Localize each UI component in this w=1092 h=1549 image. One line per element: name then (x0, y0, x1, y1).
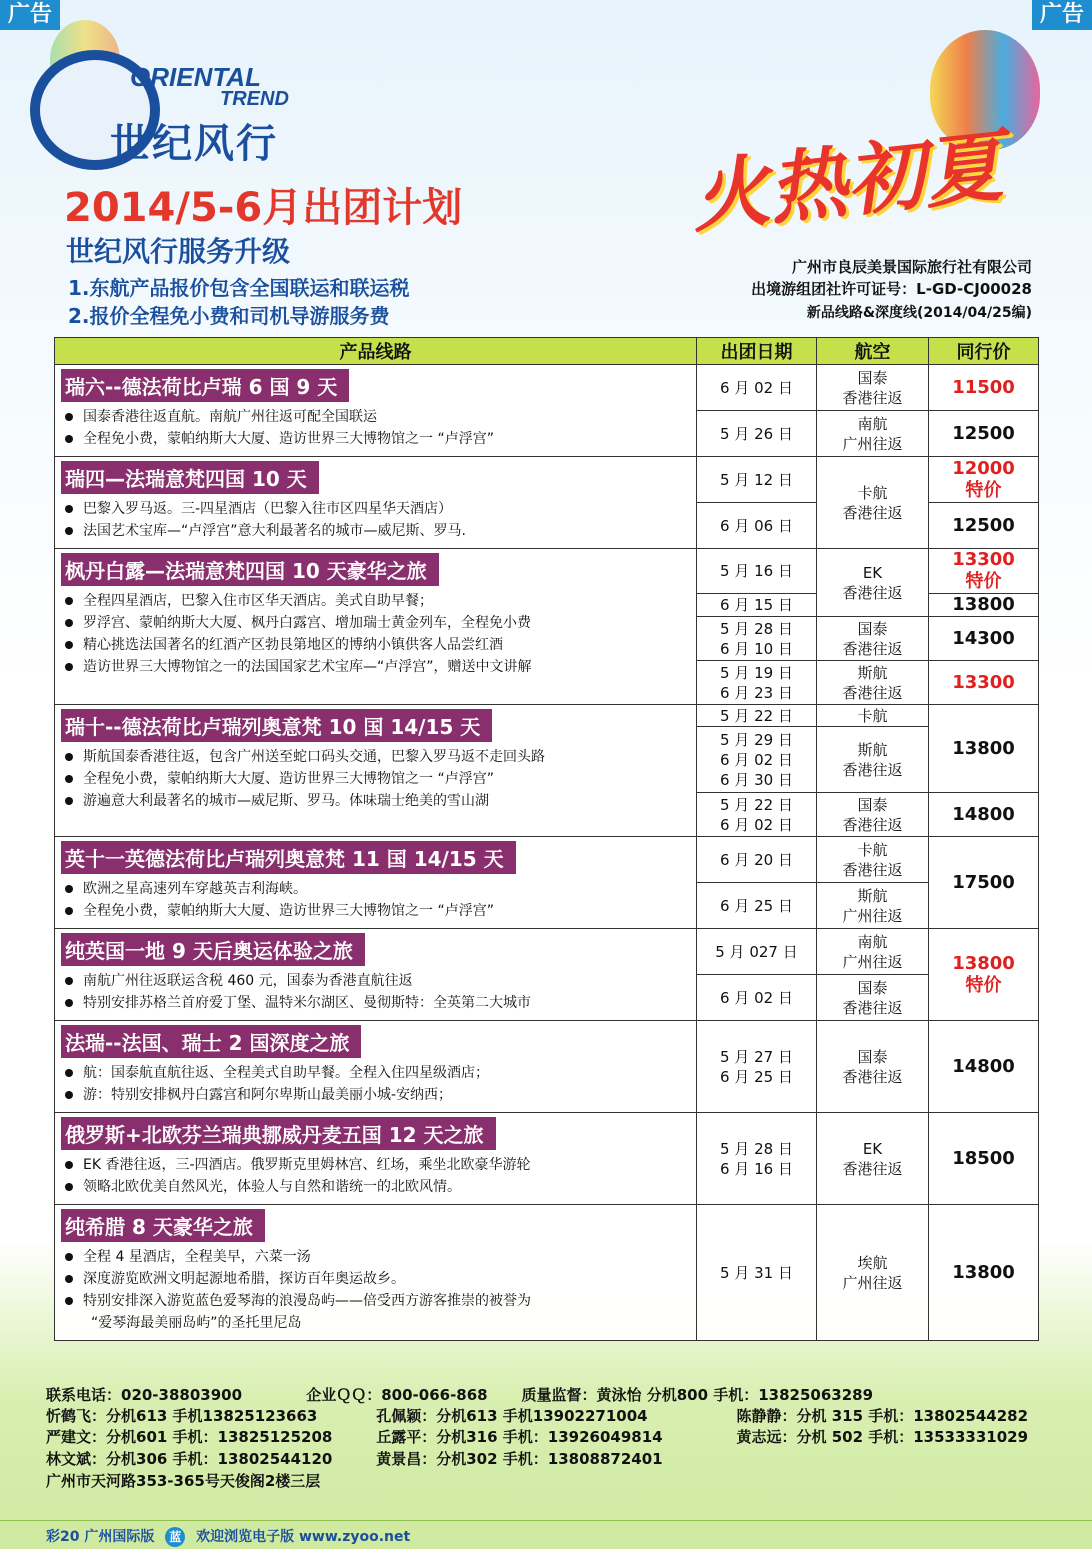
airline-cell (817, 727, 929, 793)
date-cell (697, 975, 817, 1021)
route-cell (55, 929, 697, 1021)
date-cell (697, 705, 817, 727)
price-cell (929, 1205, 1039, 1341)
price-cell (929, 1021, 1039, 1113)
company-logo (30, 50, 330, 170)
contact-phone: 联系电话：020-38803900 (46, 1386, 243, 1404)
airline-cell (817, 883, 929, 929)
route-title: 瑞六--德法荷比卢瑞 6 国 9 天 (61, 369, 349, 402)
airline-text: 国泰 (857, 795, 888, 814)
airline-cell (817, 1021, 929, 1113)
table-header-row (55, 338, 1039, 365)
date-cell (697, 793, 817, 837)
contact-person: 林文斌：分机306 手机：13802544120 (46, 1450, 333, 1468)
bullet-dot-icon (65, 775, 73, 783)
route-bullet (61, 970, 690, 992)
route-cell (55, 457, 697, 549)
price-value: 17500 (952, 871, 1015, 893)
contact-row-3 (46, 1426, 1028, 1447)
price-cell (929, 929, 1039, 1021)
table-row (55, 1113, 1039, 1205)
route-bullet (61, 790, 690, 812)
airline-text: 广州往返 (842, 434, 903, 453)
bullet-dot-icon (65, 413, 73, 421)
contact-address: 广州市天河路353-365号天俊阁2楼三层 (46, 1472, 321, 1490)
price-value: 12000 (952, 457, 1015, 479)
airline-text: 埃航 (857, 1253, 888, 1272)
bullet-dot-icon (65, 1275, 73, 1283)
date-cell (697, 549, 817, 594)
airline-text: EK (862, 1139, 883, 1158)
tour-plan-table (54, 337, 1039, 1341)
contact-person: 严建文：分机601 手机：13825125208 (46, 1428, 333, 1446)
table-row (55, 365, 1039, 411)
contact-row-4 (46, 1448, 663, 1469)
price-cell (929, 365, 1039, 411)
date-cell (697, 411, 817, 457)
bullet-dot-icon (65, 753, 73, 761)
bullet-text: 全程免小费，蒙帕纳斯大大厦、造访世界三大博物馆之一 “卢浮宫” (83, 431, 494, 447)
price-cell (929, 503, 1039, 549)
contact-person: 黄志远：分机 502 手机：13533331029 (736, 1428, 1029, 1446)
airline-text: 国泰 (857, 368, 888, 387)
route-bullet (61, 590, 690, 612)
airline-text: EK (862, 563, 883, 582)
departure-date: 5 月 027 日 (715, 942, 798, 961)
date-cell (697, 929, 817, 975)
departure-date: 6 月 06 日 (720, 516, 793, 535)
price-value: 特价 (965, 571, 1002, 592)
main-title: 2014/5-6月出团计划 (64, 185, 463, 231)
bullet-dot-icon (65, 527, 73, 535)
route-title: 法瑞--法国、瑞士 2 国深度之旅 (61, 1025, 361, 1058)
departure-date: 6 月 15 日 (720, 596, 793, 614)
date-cell (697, 617, 817, 661)
route-bullet (61, 406, 690, 428)
contact-qq: 企业ＱＱ：800-066-868 (306, 1386, 488, 1404)
bullet-dot-icon (65, 907, 73, 915)
route-title: 瑞十--德法荷比卢瑞列奥意梵 10 国 14/15 天 (61, 709, 492, 742)
route-bullet (61, 1062, 690, 1084)
price-cell (929, 549, 1039, 594)
airline-text: 广州往返 (842, 906, 903, 925)
date-cell (697, 883, 817, 929)
bullet-text: 斯航国泰香港往返，包含广州送至蛇口码头交通，巴黎入罗马返不走回头路 (83, 749, 545, 765)
route-title: 俄罗斯+北欧芬兰瑞典挪威丹麦五国 12 天之旅 (61, 1117, 496, 1150)
airline-text: 国泰 (857, 619, 888, 638)
price-value: 13800 (952, 952, 1015, 974)
header-route: 产品线路 (55, 338, 697, 365)
departure-date: 6 月 02 日 (720, 378, 793, 397)
route-bullet (61, 656, 690, 678)
bullet-text: 全程四星酒店，巴黎入住市区华天酒店。美式自助早餐； (83, 593, 433, 609)
airline-text: 卡航 (857, 840, 888, 859)
header-airline: 航空 (817, 338, 929, 365)
price-cell (929, 617, 1039, 661)
bullet-text: 游：特别安排枫丹白露宫和阿尔卑斯山最美丽小城-安纳西； (83, 1087, 453, 1103)
price-value: 12500 (952, 422, 1015, 444)
bullet-dot-icon (65, 1069, 73, 1077)
departure-date: 6 月 20 日 (720, 850, 793, 869)
departure-date: 6 月 25 日 (720, 896, 793, 915)
price-cell (929, 837, 1039, 929)
departure-date: 6 月 02 日 (720, 988, 793, 1007)
departure-date: 6 月 25 日 (720, 1067, 793, 1086)
airline-text: 香港往返 (842, 760, 903, 779)
bullet-text: EK 香港往返，三-四酒店。俄罗斯克里姆林宫、红场，乘坐北欧豪华游轮 (83, 1157, 531, 1173)
bullet-dot-icon (65, 977, 73, 985)
route-bullet (61, 612, 690, 634)
route-title: 瑞四—法瑞意梵四国 10 天 (61, 461, 319, 494)
date-cell (697, 661, 817, 705)
departure-date: 5 月 28 日 (720, 619, 793, 638)
date-cell (697, 1205, 817, 1341)
bullet-text: 精心挑选法国著名的红酒产区勃艮第地区的博纳小镇供客人品尝红酒 (83, 637, 503, 653)
route-cell (55, 705, 697, 837)
departure-date: 6 月 10 日 (720, 639, 793, 658)
airline-text: 广州往返 (842, 952, 903, 971)
contact-row-2 (46, 1405, 1028, 1426)
departure-date: 5 月 19 日 (720, 663, 793, 682)
agency-name: 广州市良辰美景国际旅行社有限公司 (791, 258, 1032, 276)
departure-date: 6 月 02 日 (720, 750, 793, 769)
departure-date: 5 月 16 日 (720, 562, 793, 580)
contact-person: 丘露平：分机316 手机：13926049814 (376, 1428, 663, 1446)
departure-date: 5 月 28 日 (720, 1139, 793, 1158)
route-bullet-continuation: “爱琴海最美丽岛屿”的圣托里尼岛 (91, 1315, 302, 1331)
price-value: 18500 (952, 1147, 1015, 1169)
airline-cell (817, 705, 929, 727)
bullet-dot-icon (65, 597, 73, 605)
route-bullet (61, 1084, 690, 1106)
bullet-dot-icon (65, 663, 73, 671)
airline-cell (817, 1113, 929, 1205)
footer-page: 彩20 广州国际版 (46, 1529, 155, 1545)
price-cell (929, 411, 1039, 457)
airline-cell (817, 365, 929, 411)
airline-text: 国泰 (857, 1047, 888, 1066)
bullet-dot-icon (65, 435, 73, 443)
airline-text: 香港往返 (842, 503, 903, 522)
airline-text: 广州往返 (842, 1273, 903, 1292)
table-row (55, 837, 1039, 883)
bullet-text: 特别安排苏格兰首府爱丁堡、温特米尔湖区、曼彻斯特：全英第二大城市 (83, 995, 531, 1011)
route-cell (55, 549, 697, 705)
bullet-dot-icon (65, 619, 73, 627)
price-value: 14300 (952, 627, 1015, 649)
bullet-dot-icon (65, 1297, 73, 1305)
header-date: 出团日期 (697, 338, 817, 365)
route-title: 枫丹白露—法瑞意梵四国 10 天豪华之旅 (61, 553, 439, 586)
contact-person: 孔佩颖：分机613 手机13902271004 (376, 1407, 648, 1425)
airline-cell (817, 929, 929, 975)
logo-chinese: 世纪风行 (110, 121, 278, 167)
table-row (55, 549, 1039, 594)
date-cell (697, 1021, 817, 1113)
bullet-dot-icon (65, 1091, 73, 1099)
table-body (55, 365, 1039, 1341)
bullet-dot-icon (65, 999, 73, 1007)
route-bullet (61, 498, 690, 520)
route-bullet (61, 1176, 690, 1198)
price-value: 14800 (952, 803, 1015, 825)
bullet-dot-icon (65, 885, 73, 893)
price-cell (929, 457, 1039, 503)
departure-date: 5 月 12 日 (720, 470, 793, 489)
route-cell (55, 365, 697, 457)
airline-text: 国泰 (857, 978, 888, 997)
airline-text: 南航 (857, 414, 888, 433)
airline-cell (817, 457, 929, 549)
bullet-dot-icon (65, 1253, 73, 1261)
route-title: 英十一英德法荷比卢瑞列奥意梵 11 国 14/15 天 (61, 841, 516, 874)
price-value: 12500 (952, 514, 1015, 536)
airline-text: 卡航 (857, 706, 888, 725)
airline-cell (817, 975, 929, 1021)
bullet-text: 航：国泰航直航往返、全程美式自助早餐。全程入住四星级酒店； (83, 1065, 489, 1081)
date-cell (697, 837, 817, 883)
footer-link[interactable]: 欢迎浏览电子版 www.zyoo.net (196, 1529, 411, 1545)
bullet-text: 全程免小费，蒙帕纳斯大大厦、造访世界三大博物馆之一 “卢浮宫” (83, 771, 494, 787)
departure-date: 6 月 16 日 (720, 1159, 793, 1178)
date-cell (697, 503, 817, 549)
contact-person: 忻鹤飞：分机613 手机13825123663 (46, 1407, 318, 1425)
table-row (55, 929, 1039, 975)
bullet-dot-icon (65, 505, 73, 513)
airline-text: 卡航 (857, 483, 888, 502)
departure-date: 5 月 26 日 (720, 424, 793, 443)
route-title: 纯希腊 8 天豪华之旅 (61, 1209, 265, 1242)
price-value: 特价 (965, 479, 1002, 501)
contact-row-5 (46, 1470, 320, 1491)
price-cell (929, 594, 1039, 617)
bullet-text: 巴黎入罗马返。三-四星酒店（巴黎入往市区四星华天酒店） (83, 501, 453, 517)
price-value: 11500 (952, 376, 1015, 398)
departure-date: 5 月 27 日 (720, 1047, 793, 1066)
airline-cell (817, 1205, 929, 1341)
price-value: 特价 (965, 974, 1002, 996)
price-value: 13800 (952, 1261, 1015, 1283)
airline-text: 斯航 (857, 663, 888, 682)
airline-cell (817, 837, 929, 883)
route-bullet (61, 428, 690, 450)
departure-date: 5 月 22 日 (720, 706, 793, 725)
bullet-text: 领略北欧优美自然风光，体验人与自然和谐统一的北欧风情。 (83, 1179, 461, 1195)
airline-text: 香港往返 (842, 1159, 903, 1178)
contact-person: 黄景昌：分机302 手机：13808872401 (376, 1450, 663, 1468)
airline-text: 香港往返 (842, 815, 903, 834)
airline-text: 斯航 (857, 886, 888, 905)
route-bullet (61, 520, 690, 542)
airline-text: 香港往返 (842, 683, 903, 702)
bullet-dot-icon (65, 1183, 73, 1191)
date-cell (697, 727, 817, 793)
route-cell (55, 837, 697, 929)
table-row (55, 1205, 1039, 1341)
bullet-text: 南航广州往返联运含税 460 元，国泰为香港直航往返 (83, 973, 413, 989)
airline-cell (817, 549, 929, 617)
logo-english-line2: TREND (220, 88, 289, 110)
ad-label-left: 广告 (0, 0, 60, 30)
bullet-text: 特别安排深入游览蓝色爱琴海的浪漫岛屿——倍受西方游客推崇的被誉为 (83, 1293, 531, 1309)
airline-text: 香港往返 (842, 860, 903, 879)
price-cell (929, 661, 1039, 705)
price-value: 13300 (952, 671, 1015, 693)
table-row (55, 457, 1039, 503)
price-value: 13800 (952, 594, 1015, 615)
airline-cell (817, 793, 929, 837)
departure-date: 5 月 31 日 (720, 1263, 793, 1282)
route-cell (55, 1205, 697, 1341)
departure-date: 5 月 22 日 (720, 795, 793, 814)
date-cell (697, 457, 817, 503)
airline-text: 香港往返 (842, 583, 903, 602)
bullet-text: 全程免小费，蒙帕纳斯大大厦、造访世界三大博物馆之一 “卢浮宫” (83, 903, 494, 919)
price-cell (929, 705, 1039, 793)
airline-text: 南航 (857, 932, 888, 951)
price-value: 13800 (952, 737, 1015, 759)
airline-text: 斯航 (857, 740, 888, 759)
route-bullet (61, 634, 690, 656)
airline-text: 香港往返 (842, 998, 903, 1017)
route-cell (55, 1021, 697, 1113)
header-price: 同行价 (929, 338, 1039, 365)
route-title: 纯英国一地 9 天后奥运体验之旅 (61, 933, 365, 966)
agency-license: 出境游组团社许可证号：L-GD-CJ00028 (751, 280, 1032, 298)
airline-cell (817, 617, 929, 661)
route-bullet (61, 900, 690, 922)
departure-date: 6 月 23 日 (720, 683, 793, 702)
table-row (55, 705, 1039, 727)
departure-date: 6 月 02 日 (720, 815, 793, 834)
price-value: 14800 (952, 1055, 1015, 1077)
edition-note: 新品线路&深度线(2014/04/25编) (806, 305, 1032, 321)
route-bullet (61, 878, 690, 900)
route-bullet (61, 746, 690, 768)
route-bullet (61, 1268, 690, 1290)
price-cell (929, 793, 1039, 837)
airline-text: 香港往返 (842, 639, 903, 658)
route-bullet (61, 1290, 690, 1312)
service-note-1: 1.东航产品报价包含全国联运和联运税 (68, 276, 410, 300)
contact-person: 陈静静：分机 315 手机：13802544282 (736, 1407, 1029, 1425)
logo-english-line1: ORIENTAL (130, 62, 261, 92)
bullet-text: 深度游览欧洲文明起源地希腊，探访百年奥运故乡。 (83, 1271, 405, 1287)
contact-row-1 (46, 1384, 873, 1405)
date-cell (697, 1113, 817, 1205)
bullet-text: 国泰香港往返直航。南航广州往返可配全国联运 (83, 409, 377, 425)
contact-quality-supervisor: 质量监督：黄泳怡 分机800 手机：13825063289 (521, 1386, 874, 1404)
route-bullet (61, 1154, 690, 1176)
airline-text: 香港往返 (842, 388, 903, 407)
bullet-text: 全程 4 星酒店，全程美早，六菜一汤 (83, 1249, 311, 1265)
bullet-text: 游遍意大利最著名的城市—威尼斯、罗马。体味瑞士绝美的雪山湖 (83, 793, 489, 809)
airline-cell (817, 411, 929, 457)
route-cell (55, 1113, 697, 1205)
date-cell (697, 365, 817, 411)
bullet-text: 欧洲之星高速列车穿越英吉利海峡。 (83, 881, 307, 897)
price-value: 13300 (952, 549, 1015, 570)
bullet-dot-icon (65, 1161, 73, 1169)
service-note-2: 2.报价全程免小费和司机导游服务费 (68, 304, 390, 328)
route-bullet (61, 768, 690, 790)
slogan: 火热初夏 (686, 121, 1007, 245)
footer-divider (0, 1520, 1092, 1521)
bullet-dot-icon (65, 641, 73, 649)
route-bullet (61, 992, 690, 1014)
sub-title: 世纪风行服务升级 (66, 235, 291, 268)
route-bullet (61, 1246, 690, 1268)
footer (46, 1526, 410, 1547)
footer-badge: 蓝 (165, 1527, 185, 1547)
price-cell (929, 1113, 1039, 1205)
airline-text: 香港往返 (842, 1067, 903, 1086)
table-row (55, 1021, 1039, 1113)
bullet-text: 罗浮宫、蒙帕纳斯大大厦、枫丹白露宫、增加瑞士黄金列车，全程免小费 (83, 615, 531, 631)
date-cell (697, 594, 817, 617)
airline-cell (817, 661, 929, 705)
bullet-dot-icon (65, 797, 73, 805)
ad-label-right: 广告 (1032, 0, 1092, 30)
departure-date: 5 月 29 日 (720, 730, 793, 749)
bullet-text: 法国艺术宝库—“卢浮宫”意大利最著名的城市—威尼斯、罗马. (83, 523, 466, 539)
bullet-text: 造访世界三大博物馆之一的法国国家艺术宝库—“卢浮宫”，赠送中文讲解 (83, 659, 532, 675)
departure-date: 6 月 30 日 (720, 770, 793, 789)
